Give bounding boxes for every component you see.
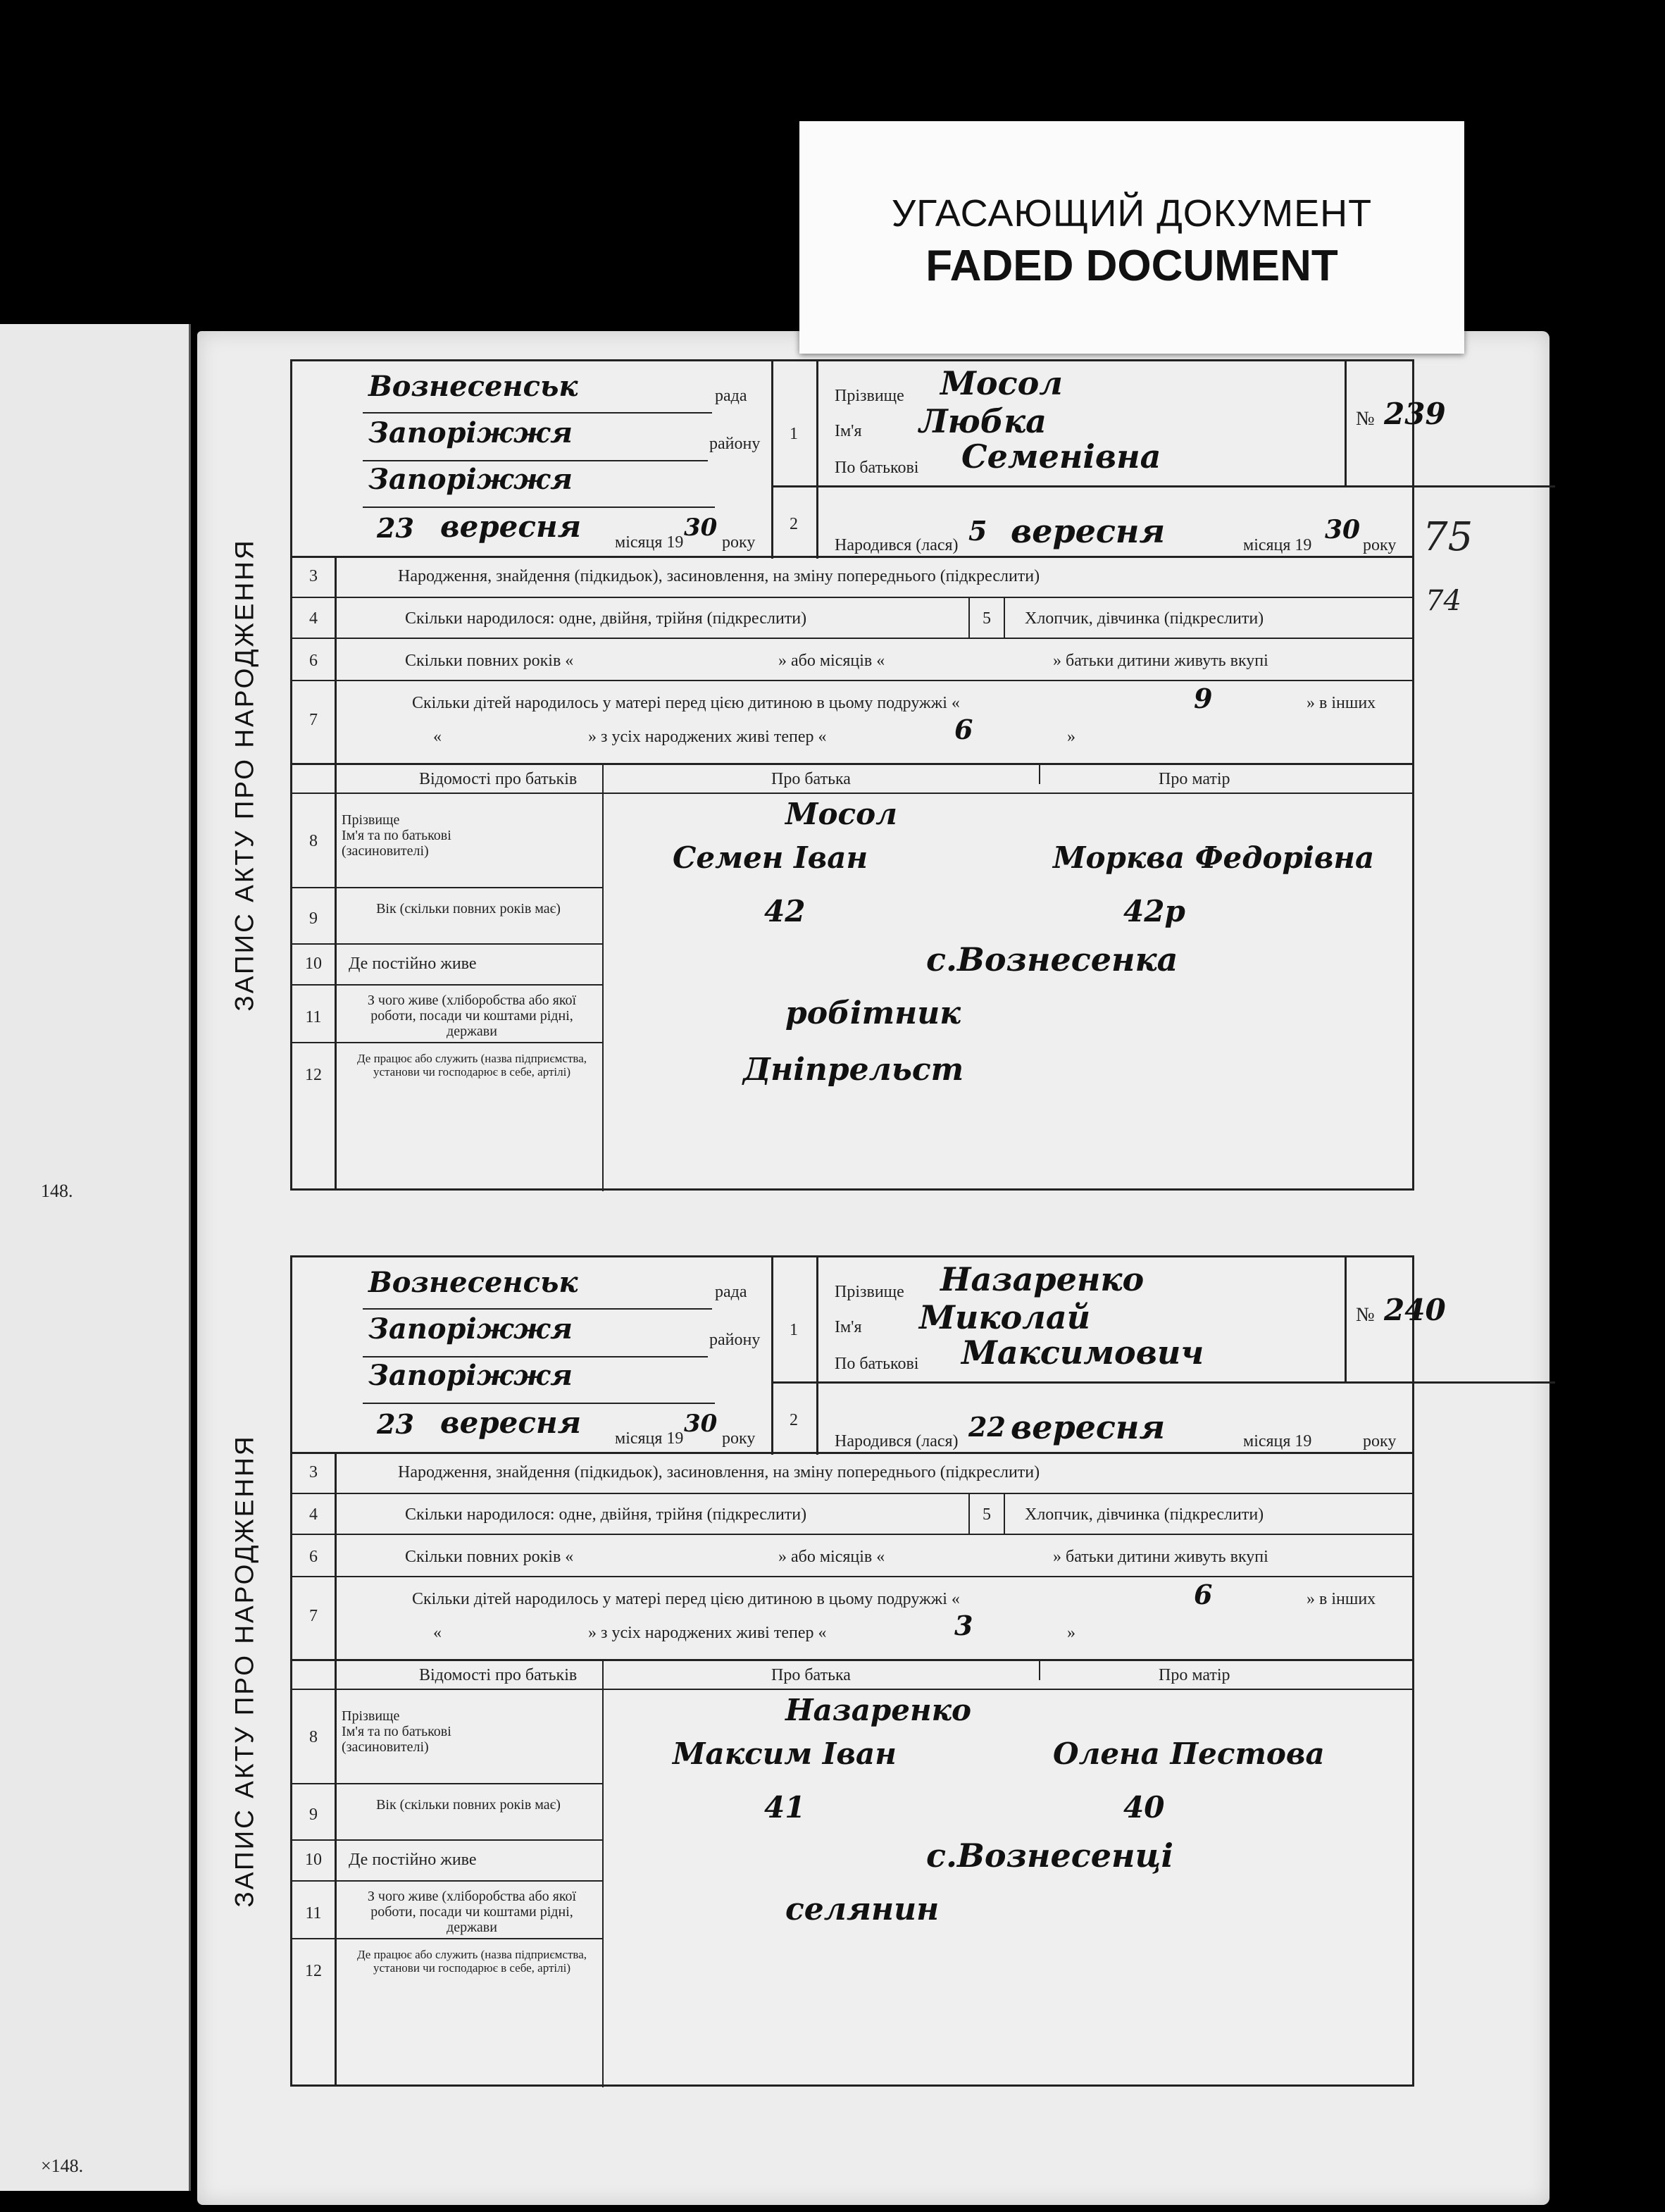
child-patronymic: Семенівна <box>961 437 1161 476</box>
birth-year: 30 <box>1325 515 1361 545</box>
row-number: 2 <box>790 515 798 533</box>
children-alive: 6 <box>954 714 973 745</box>
form-text: Ім'я <box>835 422 862 440</box>
child-surname: Назаренко <box>940 1260 1145 1298</box>
birth-month: вересня <box>1011 1408 1166 1446</box>
mother-age: 40 <box>1123 1790 1165 1825</box>
children-this-marriage: 6 <box>1194 1579 1213 1610</box>
form-text: Де працює або служить (назва підприємства, установи чи господарює в себе, артілі) <box>356 1052 587 1079</box>
father-name: Семен Іван <box>673 840 868 875</box>
form-text: » <box>1067 728 1075 746</box>
row-number: 10 <box>305 955 322 973</box>
row-number: 11 <box>305 1904 322 1922</box>
form-text: Ім'я <box>835 1318 862 1336</box>
form-text: » в інших <box>1307 1590 1376 1608</box>
child-surname: Мосол <box>940 364 1063 402</box>
form-text: місяця 19 <box>615 1429 684 1448</box>
row-number: 2 <box>790 1411 798 1429</box>
record-number: 240 <box>1384 1293 1446 1327</box>
form-text: Про батька <box>771 770 851 788</box>
form-text: Де постійно живе <box>349 955 477 973</box>
form-text: місяця 19 <box>615 533 684 552</box>
rule-line <box>363 1403 715 1404</box>
form-text: року <box>722 533 756 552</box>
mother-name: Олена Пестова <box>1053 1736 1325 1771</box>
form-text: Скільки народилося: одне, двійня, трійня (підкреслити) <box>405 1505 807 1524</box>
rule-line <box>292 1576 1414 1577</box>
rule-line <box>771 1381 1555 1384</box>
rule-line <box>1039 763 1040 784</box>
label-russian: УГАСАЮЩИЙ ДОКУМЕНТ <box>891 192 1373 235</box>
form-text: Скільки повних років « <box>405 652 574 670</box>
rule-line <box>292 597 1414 598</box>
row-number: 9 <box>309 909 318 928</box>
form-text: Прізвище <box>835 387 904 405</box>
rule-line <box>363 1356 708 1357</box>
left-page-edge <box>0 324 191 2191</box>
rule-line <box>816 1257 818 1455</box>
rada-value: Вознесенськ <box>368 1266 578 1299</box>
occupation: робітник <box>785 995 961 1031</box>
row-number: 11 <box>305 1008 322 1026</box>
row-number: 4 <box>309 609 318 628</box>
child-patronymic: Максимович <box>961 1334 1204 1372</box>
form-text: року <box>1363 1432 1397 1450</box>
row-number: 6 <box>309 652 318 670</box>
raion-value: Запоріжжя <box>368 416 573 449</box>
form-text: Хлопчик, дівчинка (підкреслити) <box>1025 609 1264 628</box>
row-number: 8 <box>309 1728 318 1746</box>
rule-line <box>292 763 1414 765</box>
rule-line <box>292 887 604 888</box>
father-surname: Мосол <box>785 797 897 831</box>
rule-line <box>292 1783 604 1784</box>
rule-line <box>968 597 970 638</box>
rule-line <box>363 507 715 508</box>
form-text: » або місяців « <box>778 1548 885 1566</box>
residence: с.Вознесенка <box>926 940 1178 978</box>
rule-line <box>292 793 1414 794</box>
rule-line <box>292 943 604 945</box>
form-text: року <box>722 1429 756 1448</box>
form-text: По батькові <box>835 1355 919 1373</box>
raion-value: Запоріжжя <box>368 1312 573 1346</box>
registration-month: вересня <box>440 1405 582 1440</box>
form-text: З чого живе (хліборобства або якої роботи, посади чи коштами рідні, держави <box>367 993 577 1039</box>
form-text: Де працює або служить (назва підприємства, установи чи господарює в себе, артілі) <box>356 1948 587 1975</box>
margin-note: 75 <box>1423 514 1473 560</box>
row-number: 3 <box>309 1463 318 1481</box>
rule-line <box>292 1880 604 1882</box>
birth-day: 22 <box>968 1411 1006 1443</box>
workplace: Дніпрельст <box>743 1052 964 1088</box>
father-age: 41 <box>764 1790 806 1825</box>
side-title <box>213 1257 277 2084</box>
rule-line <box>602 763 604 1191</box>
form-text: » батьки дитини живуть вкупі <box>1053 1548 1268 1566</box>
form-text: » в інших <box>1307 694 1376 712</box>
form-text: місяця 19 <box>1243 536 1312 554</box>
row-number: 6 <box>309 1548 318 1566</box>
form-text: Скільки повних років « <box>405 1548 574 1566</box>
rule-line <box>1345 1257 1347 1381</box>
form-text: » <box>1067 1624 1075 1642</box>
form-text: Хлопчик, дівчинка (підкреслити) <box>1025 1505 1264 1524</box>
rule-line <box>292 1042 604 1043</box>
birth-month: вересня <box>1011 512 1166 550</box>
row-number: 12 <box>305 1962 322 1980</box>
rule-line <box>335 556 337 1190</box>
form-text: По батькові <box>835 459 919 477</box>
rule-line <box>1345 361 1347 485</box>
registration-day: 23 <box>377 1408 414 1440</box>
form-text: » батьки дитини живуть вкупі <box>1053 652 1268 670</box>
form-text: Відомості про батьків <box>419 1666 578 1684</box>
rule-line <box>771 361 773 559</box>
rule-line <box>1004 1493 1005 1534</box>
left-page-mark: ×148. <box>41 2156 84 2176</box>
row-number: 12 <box>305 1066 322 1084</box>
row-number: 8 <box>309 832 318 850</box>
father-surname: Назаренко <box>785 1693 972 1727</box>
rule-line <box>292 1534 1414 1535</box>
row-number: 5 <box>983 609 991 628</box>
rule-line <box>292 1659 1414 1661</box>
rule-line <box>363 412 712 414</box>
form-text: « <box>433 728 442 746</box>
form-text: № <box>1356 408 1375 430</box>
rule-line <box>292 1839 604 1841</box>
registration-month: вересня <box>440 509 582 544</box>
form-text: Скільки дітей народилось у матері перед цією дитиною в цьому подружжі « <box>412 1590 960 1608</box>
registration-year: 30 <box>684 1410 718 1438</box>
row-number: 7 <box>309 1607 318 1625</box>
rule-line <box>292 556 1414 558</box>
form-text: Відомості про батьків <box>419 770 578 788</box>
form-text: Народження, знайдення (підкидьок), засиновлення, на зміну попереднього (підкреслити) <box>398 567 1040 585</box>
mother-age: 42р <box>1123 894 1185 928</box>
form-text: Вік (скільки повних років має) <box>376 901 561 917</box>
registration-day: 23 <box>377 512 414 544</box>
form-text: місяця 19 <box>1243 1432 1312 1450</box>
form-text: Скільки дітей народилось у матері перед цією дитиною в цьому подружжі « <box>412 694 960 712</box>
row-number: 1 <box>790 1321 798 1339</box>
okrug-value: Запоріжжя <box>368 1359 573 1392</box>
form-text: » з усіх народжених живі тепер « <box>588 1624 827 1642</box>
rule-line <box>292 638 1414 639</box>
rule-line <box>363 460 708 461</box>
form-text: Прізвище Ім'я та по батькові (засиновителі) <box>342 812 451 859</box>
form-text: рада <box>715 387 747 405</box>
form-text: Прізвище Ім'я та по батькові (засиновителі) <box>342 1708 451 1755</box>
form-text: » з усіх народжених живі тепер « <box>588 728 827 746</box>
rule-line <box>1004 597 1005 638</box>
record-number: 239 <box>1384 397 1446 431</box>
margin-note: 74 <box>1426 585 1461 617</box>
rule-line <box>816 361 818 559</box>
form-text: Народився (лася) <box>835 1432 959 1450</box>
rule-line <box>602 1659 604 2087</box>
child-name: Любка <box>919 402 1047 440</box>
side-title <box>213 361 277 1188</box>
form-text: Скільки народилося: одне, двійня, трійня (підкреслити) <box>405 609 807 628</box>
rule-line <box>292 984 604 986</box>
row-number: 9 <box>309 1806 318 1824</box>
row-number: 7 <box>309 711 318 729</box>
form-text: ЗАПИС АКТУ ПРО НАРОДЖЕННЯ <box>230 1434 260 1908</box>
form-text: З чого живе (хліборобства або якої роботи, посади чи коштами рідні, держави <box>367 1889 577 1935</box>
rule-line <box>292 1452 1414 1454</box>
form-text: року <box>1363 536 1397 554</box>
rule-line <box>1039 1659 1040 1680</box>
rule-line <box>292 1689 1414 1690</box>
form-text: Народження, знайдення (підкидьок), засиновлення, на зміну попереднього (підкреслити) <box>398 1463 1040 1481</box>
mother-name: Морква Федорівна <box>1053 840 1375 875</box>
rada-value: Вознесенськ <box>368 370 578 403</box>
rule-line <box>771 485 1555 487</box>
rule-line <box>292 680 1414 681</box>
rule-line <box>771 1257 773 1455</box>
rule-line <box>335 1452 337 2086</box>
rule-line <box>363 1308 712 1310</box>
row-number: 1 <box>790 425 798 443</box>
form-text: району <box>709 1331 761 1349</box>
row-number: 4 <box>309 1505 318 1524</box>
row-number: 10 <box>305 1851 322 1869</box>
form-text: району <box>709 435 761 453</box>
form-text: Про матір <box>1159 770 1230 788</box>
faded-document-label <box>799 121 1464 354</box>
rule-line <box>292 1938 604 1939</box>
birth-day: 5 <box>968 515 987 547</box>
form-text: Про батька <box>771 1666 851 1684</box>
form-text: ЗАПИС АКТУ ПРО НАРОДЖЕННЯ <box>230 538 260 1012</box>
occupation: селянин <box>785 1891 940 1927</box>
form-text: « <box>433 1624 442 1642</box>
form-text: Прізвище <box>835 1283 904 1301</box>
okrug-value: Запоріжжя <box>368 463 573 496</box>
children-this-marriage: 9 <box>1194 683 1213 714</box>
form-text: Вік (скільки повних років має) <box>376 1797 561 1813</box>
row-number: 3 <box>309 567 318 585</box>
form-text: Де постійно живе <box>349 1851 477 1869</box>
form-text: Про матір <box>1159 1666 1230 1684</box>
form-text: » або місяців « <box>778 652 885 670</box>
form-text: № <box>1356 1304 1375 1326</box>
registration-year: 30 <box>684 514 718 542</box>
birth-record-form <box>230 1255 1446 2087</box>
form-text: рада <box>715 1283 747 1301</box>
left-page-mark: 148. <box>41 1181 73 1201</box>
form-text: Народився (лася) <box>835 536 959 554</box>
row-number: 5 <box>983 1505 991 1524</box>
rule-line <box>292 1493 1414 1494</box>
children-alive: 3 <box>954 1610 973 1641</box>
residence: с.Вознесенці <box>926 1837 1173 1875</box>
child-name: Миколай <box>919 1298 1091 1336</box>
label-english: FADED DOCUMENT <box>925 242 1338 290</box>
rule-line <box>968 1493 970 1534</box>
father-name: Максим Іван <box>673 1736 897 1771</box>
father-age: 42 <box>764 894 806 928</box>
